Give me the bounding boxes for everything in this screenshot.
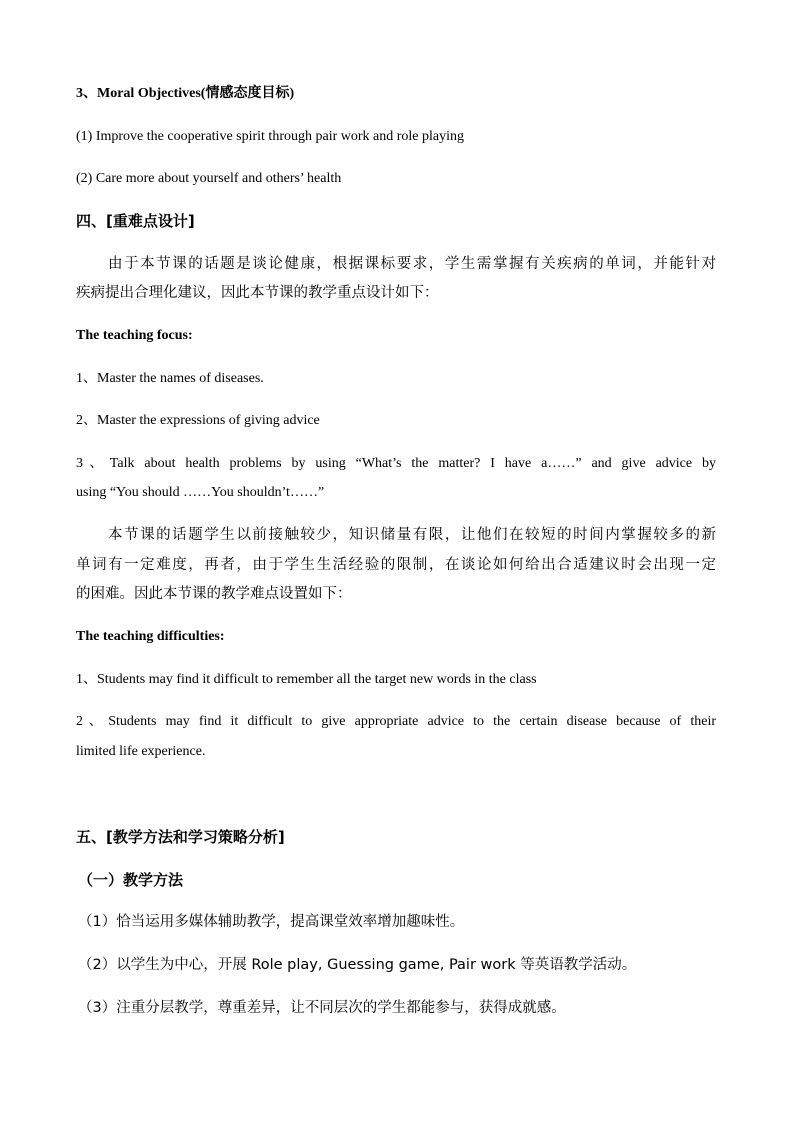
teaching-methods-subheading: （一）教学方法 xyxy=(78,871,184,889)
difficulty-intro-line-2: 单词有一定难度，再者，由于学生生活经验的限制，在谈论如何给出合适建议时会出现一定 xyxy=(76,557,716,573)
moral-objective-item-1: (1) Improve the cooperative spirit through pair work and role playing xyxy=(76,129,464,144)
moral-objective-item-2: (2) Care more about yourself and others’ health xyxy=(76,171,342,186)
moral-objectives-heading: 3、Moral Objectives(情感态度目标) xyxy=(76,86,295,101)
section-5-heading: 五、[教学方法和学习策略分析] xyxy=(76,828,285,846)
difficulty-item-2-line-1: 2、Students may find it difficult to give appropriate advice to the certain disease because of their xyxy=(76,714,716,729)
focus-intro-line-2: 疾病提出合理化建议，因此本节课的教学重点设计如下： xyxy=(76,285,439,301)
focus-item-3-line-2: using “You should ……You shouldn’t……” xyxy=(76,485,325,500)
difficulty-item-1: 1、Students may find it difficult to remember all the target new words in the class xyxy=(76,672,537,687)
difficulty-intro-line-1: 本节课的话题学生以前接触较少，知识储量有限，让他们在较短的时间内掌握较多的新 xyxy=(108,527,716,543)
difficulty-intro-line-3: 的困难。因此本节课的教学难点设置如下： xyxy=(76,586,352,602)
focus-item-1: 1、Master the names of diseases. xyxy=(76,371,264,386)
teaching-difficulties-heading: The teaching difficulties: xyxy=(76,629,225,644)
method-item-1: （1）恰当运用多媒体辅助教学，提高课堂效率增加趣味性。 xyxy=(78,914,465,930)
section-4-heading: 四、[重难点设计] xyxy=(76,212,195,230)
method-item-3: （3）注重分层教学，尊重差异，让不同层次的学生都能参与，获得成就感。 xyxy=(78,1000,566,1016)
difficulty-item-2-line-2: limited life experience. xyxy=(76,744,206,759)
teaching-focus-heading: The teaching focus: xyxy=(76,328,193,343)
focus-intro-line-1: 由于本节课的话题是谈论健康，根据课标要求，学生需掌握有关疾病的单词，并能针对 xyxy=(108,256,716,272)
method-item-2: （2）以学生为中心，开展 Role play, Guessing game, Pair work 等英语教学活动。 xyxy=(78,957,637,973)
focus-item-3-line-1: 3、Talk about health problems by using “What’s the matter? I have a……” and give advice by xyxy=(76,456,716,471)
focus-item-2: 2、Master the expressions of giving advice xyxy=(76,413,320,428)
